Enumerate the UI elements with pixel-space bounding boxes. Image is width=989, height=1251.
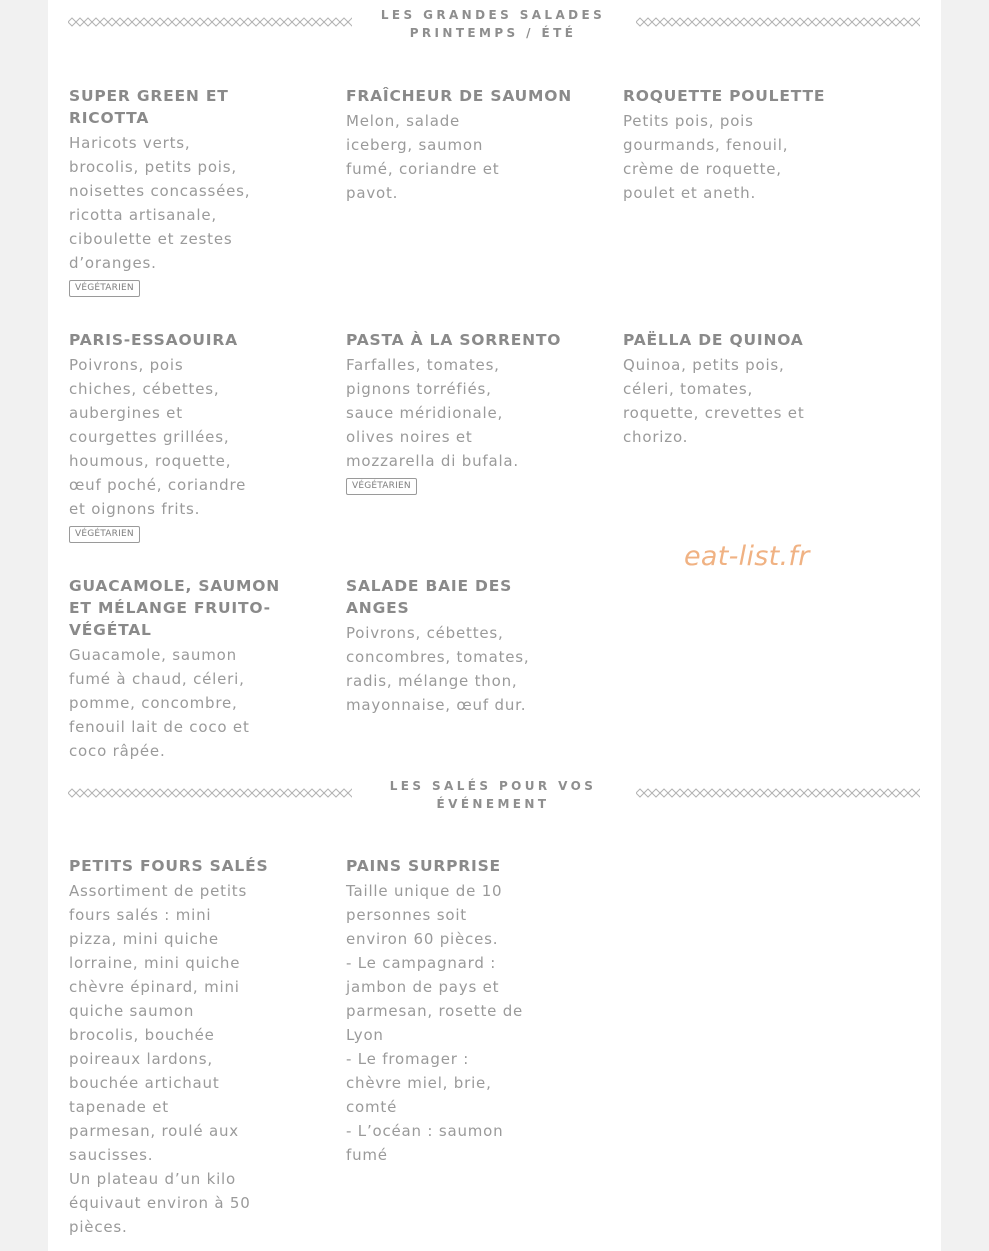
item-title: ROQUETTE POULETTE xyxy=(623,87,826,105)
watermark: eat-list.fr xyxy=(684,541,810,572)
item-title: FRAÎCHEUR DE SAUMON xyxy=(346,87,573,105)
menu-page xyxy=(48,0,941,1251)
section-header-salades xyxy=(48,2,941,42)
section-title: LES SALÉS POUR VOS ÉVÉNEMENT xyxy=(389,779,597,811)
item-description: Melon, salade iceberg, saumon fumé, coriandre et pavot. xyxy=(346,112,500,202)
menu-item-fraicheur-saumon xyxy=(346,85,573,205)
decorative-divider-left xyxy=(68,787,352,799)
decorative-divider-right xyxy=(636,787,920,799)
menu-item-pains-surprise xyxy=(346,855,566,1167)
menu-item-paris-essaouira xyxy=(69,329,289,543)
item-title: PAINS SURPRISE xyxy=(346,857,501,875)
menu-item-paella-quinoa xyxy=(623,329,843,449)
item-title: PASTA À LA SORRENTO xyxy=(346,331,562,349)
item-title: PETITS FOURS SALÉS xyxy=(69,857,269,875)
item-description: Taille unique de 10 personnes soit environ 60 pièces. - Le campagnard : jambon de pays et parmesan, rosette de Lyon - Le fromager : chèvre miel, brie, comté - L’océan : saumon fumé xyxy=(346,882,524,1164)
item-description: Poivrons, pois chiches, cébettes, aubergines et courgettes grillées, houmous, roquette, œuf poché, coriandre et oignons frits. xyxy=(69,356,247,518)
item-title: PARIS-ESSAOUIRA xyxy=(69,331,238,349)
item-title: PAËLLA DE QUINOA xyxy=(623,331,804,349)
decorative-divider-left xyxy=(68,16,352,28)
menu-item-pasta-sorrento xyxy=(346,329,566,495)
section-header-sales xyxy=(48,773,941,813)
item-description: Assortiment de petits fours salés : mini pizza, mini quiche lorraine, mini quiche chèvre épinard, mini quiche saumon brocolis, bouchée poireaux lardons, bouchée artichaut tapenade et parmesan, roulé aux saucisses. Un plateau d’un kilo équivaut environ à 50 pièces. xyxy=(69,882,251,1236)
item-description: Haricots verts, brocolis, petits pois, noisettes concassées, ricotta artisanale, ciboulette et zestes d’oranges. xyxy=(69,134,251,272)
vegetarian-badge: VÉGÉTARIEN xyxy=(69,280,140,297)
item-description: Quinoa, petits pois, céleri, tomates, roquette, crevettes et chorizo. xyxy=(623,356,805,446)
menu-item-roquette-poulette xyxy=(623,85,843,205)
section-title: LES GRANDES SALADES PRINTEMPS / ÉTÉ xyxy=(380,8,606,40)
item-description: Petits pois, pois gourmands, fenouil, crème de roquette, poulet et aneth. xyxy=(623,112,789,202)
item-title: GUACAMOLE, SAUMON ET MÉLANGE FRUITO-VÉGÉTAL xyxy=(69,577,280,639)
item-description: Farfalles, tomates, pignons torréfiés, sauce méridionale, olives noires et mozzarella di bufala. xyxy=(346,356,519,470)
item-description: Poivrons, cébettes, concombres, tomates, radis, mélange thon, mayonnaise, œuf dur. xyxy=(346,624,530,714)
menu-item-guacamole-saumon xyxy=(69,575,289,763)
vegetarian-badge: VÉGÉTARIEN xyxy=(346,478,417,495)
menu-item-super-green xyxy=(69,85,289,297)
item-title: SALADE BAIE DES ANGES xyxy=(346,577,513,617)
item-title: SUPER GREEN ET RICOTTA xyxy=(69,87,229,127)
item-description: Guacamole, saumon fumé à chaud, céleri, pomme, concombre, fenouil lait de coco et coco râpée. xyxy=(69,646,250,760)
vegetarian-badge: VÉGÉTARIEN xyxy=(69,526,140,543)
menu-item-baie-des-anges xyxy=(346,575,566,717)
decorative-divider-right xyxy=(636,16,920,28)
menu-item-petits-fours xyxy=(69,855,289,1239)
